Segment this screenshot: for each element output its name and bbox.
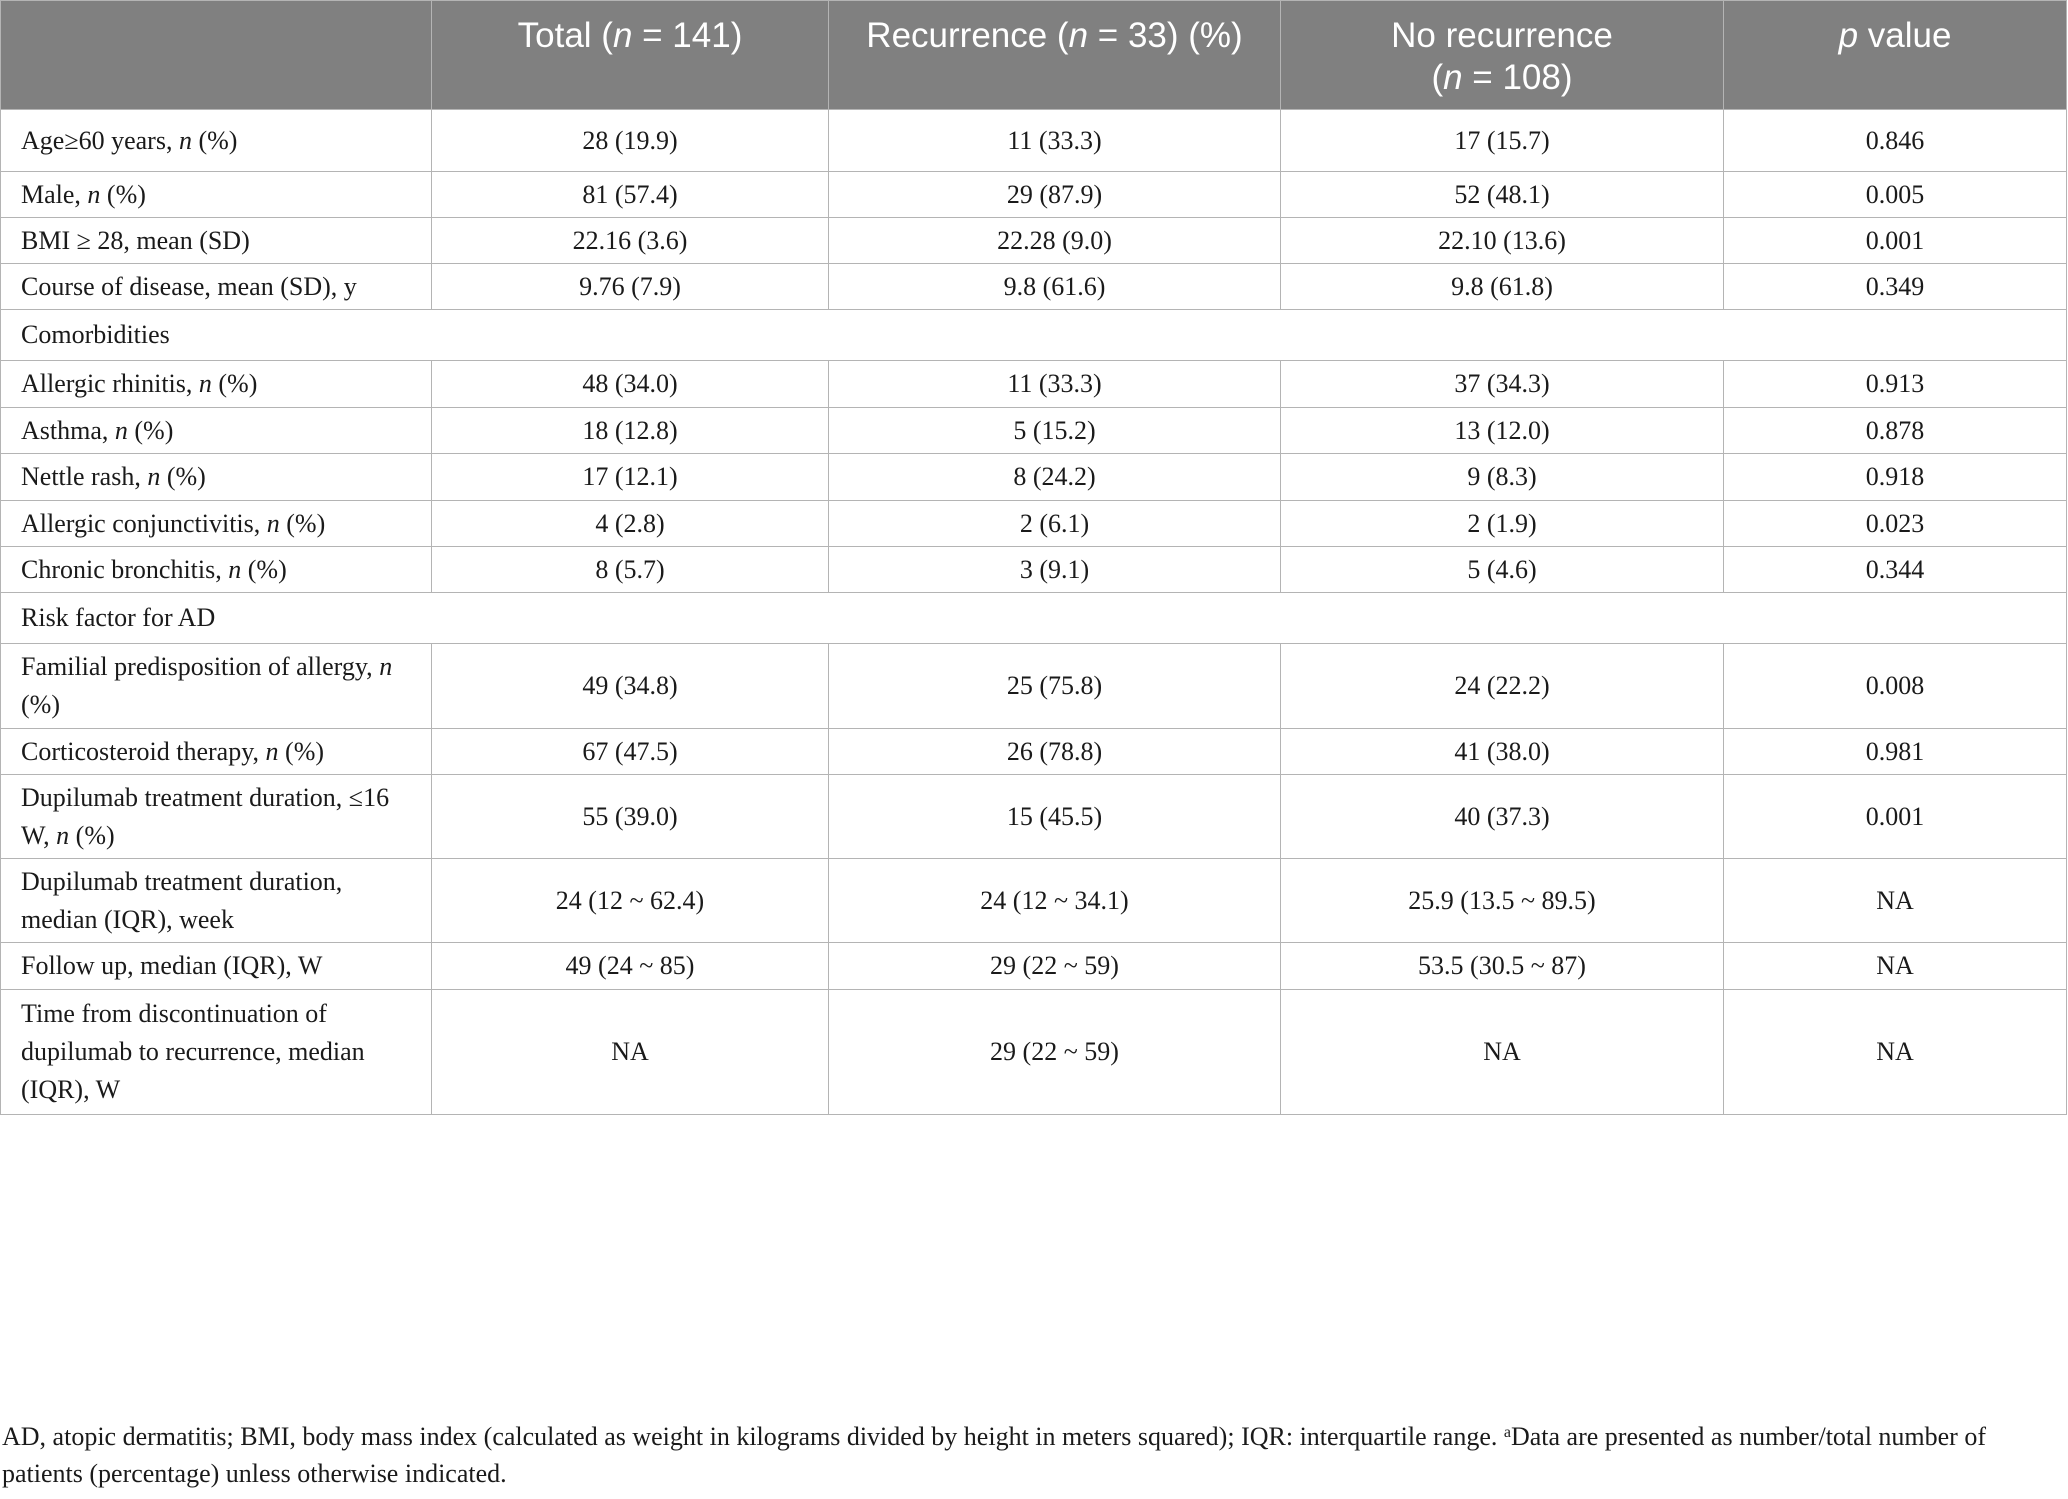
cell-no-recurrence: 41 (38.0) xyxy=(1281,729,1724,775)
cell-total: 67 (47.5) xyxy=(432,729,829,775)
cell-total: 9.76 (7.9) xyxy=(432,264,829,310)
cell-no-recurrence: 40 (37.3) xyxy=(1281,775,1724,859)
cell-total: 4 (2.8) xyxy=(432,501,829,547)
cell-no-recurrence: 2 (1.9) xyxy=(1281,501,1724,547)
cell-no-recurrence: 25.9 (13.5 ~ 89.5) xyxy=(1281,859,1724,943)
table-row xyxy=(1,775,2067,859)
table-row xyxy=(1,859,2067,943)
cell-p-value: 0.005 xyxy=(1724,172,2067,218)
table-row xyxy=(1,264,2067,310)
cell-total: 24 (12 ~ 62.4) xyxy=(432,859,829,943)
header-row xyxy=(1,1,2067,110)
cell-p-value: 0.008 xyxy=(1724,644,2067,729)
cell-no-recurrence: NA xyxy=(1281,990,1724,1115)
cell-total: 49 (34.8) xyxy=(432,644,829,729)
section-label: Comorbidities xyxy=(1,310,2067,361)
table-row xyxy=(1,729,2067,775)
table-footnote xyxy=(2,1418,2062,1492)
cell-recurrence: 3 (9.1) xyxy=(829,547,1281,593)
table-row xyxy=(1,547,2067,593)
row-label: Male, n (%) xyxy=(1,172,432,218)
cell-p-value: 0.023 xyxy=(1724,501,2067,547)
cell-no-recurrence: 24 (22.2) xyxy=(1281,644,1724,729)
row-label: Course of disease, mean (SD), y xyxy=(1,264,432,310)
cell-recurrence: 22.28 (9.0) xyxy=(829,218,1281,264)
header-p-value-text: p value xyxy=(1838,16,1952,55)
section-row xyxy=(1,593,2067,644)
cell-p-value: 0.001 xyxy=(1724,218,2067,264)
table-row xyxy=(1,644,2067,729)
cell-p-value: 0.913 xyxy=(1724,361,2067,408)
cell-total: 28 (19.9) xyxy=(432,110,829,172)
cell-total: 8 (5.7) xyxy=(432,547,829,593)
cell-total: 55 (39.0) xyxy=(432,775,829,859)
table-row xyxy=(1,218,2067,264)
cell-no-recurrence: 22.10 (13.6) xyxy=(1281,218,1724,264)
table-row xyxy=(1,454,2067,501)
cell-recurrence: 25 (75.8) xyxy=(829,644,1281,729)
row-label: BMI ≥ 28, mean (SD) xyxy=(1,218,432,264)
header-recurrence-text: Recurrence (n = 33) (%) xyxy=(866,16,1243,55)
cell-no-recurrence: 5 (4.6) xyxy=(1281,547,1724,593)
cell-recurrence: 26 (78.8) xyxy=(829,729,1281,775)
table-row xyxy=(1,361,2067,408)
cell-recurrence: 29 (87.9) xyxy=(829,172,1281,218)
cell-recurrence: 29 (22 ~ 59) xyxy=(829,990,1281,1115)
footnote-text-before: AD, atopic dermatitis; BMI, body mass index (calculated as weight in kilograms divided by height in meters squared); IQR: interquartile range. xyxy=(2,1422,1504,1451)
cell-recurrence: 2 (6.1) xyxy=(829,501,1281,547)
row-label: Follow up, median (IQR), W xyxy=(1,943,432,990)
cell-no-recurrence: 9.8 (61.8) xyxy=(1281,264,1724,310)
cell-recurrence: 15 (45.5) xyxy=(829,775,1281,859)
table-body xyxy=(1,110,2067,1115)
table-row xyxy=(1,501,2067,547)
cell-p-value: 0.349 xyxy=(1724,264,2067,310)
header-total-text: Total (n = 141) xyxy=(517,16,743,55)
row-label: Nettle rash, n (%) xyxy=(1,454,432,501)
cell-p-value: NA xyxy=(1724,943,2067,990)
row-label: Allergic rhinitis, n (%) xyxy=(1,361,432,408)
cell-recurrence: 24 (12 ~ 34.1) xyxy=(829,859,1281,943)
table-row xyxy=(1,943,2067,990)
header-total xyxy=(432,1,829,110)
cell-no-recurrence: 13 (12.0) xyxy=(1281,408,1724,454)
header-no-recurrence xyxy=(1281,1,1724,110)
cell-total: NA xyxy=(432,990,829,1115)
cell-p-value: NA xyxy=(1724,859,2067,943)
row-label: Familial predisposition of allergy, n (%) xyxy=(1,644,432,729)
cell-total: 81 (57.4) xyxy=(432,172,829,218)
cell-p-value: 0.918 xyxy=(1724,454,2067,501)
cell-recurrence: 5 (15.2) xyxy=(829,408,1281,454)
cell-total: 17 (12.1) xyxy=(432,454,829,501)
footnote-text-after: Data are presented as number/total number of patients (percentage) unless otherwise indicated. xyxy=(2,1422,1987,1488)
table-row xyxy=(1,990,2067,1115)
cell-recurrence: 9.8 (61.6) xyxy=(829,264,1281,310)
cell-p-value: 0.344 xyxy=(1724,547,2067,593)
cell-p-value: NA xyxy=(1724,990,2067,1115)
cell-no-recurrence: 17 (15.7) xyxy=(1281,110,1724,172)
section-label: Risk factor for AD xyxy=(1,593,2067,644)
cell-recurrence: 8 (24.2) xyxy=(829,454,1281,501)
cell-p-value: 0.846 xyxy=(1724,110,2067,172)
cell-total: 18 (12.8) xyxy=(432,408,829,454)
header-empty xyxy=(1,1,432,110)
table-row xyxy=(1,110,2067,172)
header-recurrence xyxy=(829,1,1281,110)
table-row xyxy=(1,172,2067,218)
row-label: Dupilumab treatment duration, ≤16 W, n (%) xyxy=(1,775,432,859)
section-row xyxy=(1,310,2067,361)
cell-p-value: 0.981 xyxy=(1724,729,2067,775)
row-label: Age≥60 years, n (%) xyxy=(1,110,432,172)
cell-no-recurrence: 52 (48.1) xyxy=(1281,172,1724,218)
cell-p-value: 0.001 xyxy=(1724,775,2067,859)
cell-p-value: 0.878 xyxy=(1724,408,2067,454)
row-label: Dupilumab treatment duration, median (IQR), week xyxy=(1,859,432,943)
footnote-marker: a xyxy=(1503,1424,1511,1441)
cell-recurrence: 29 (22 ~ 59) xyxy=(829,943,1281,990)
row-label: Chronic bronchitis, n (%) xyxy=(1,547,432,593)
row-label: Corticosteroid therapy, n (%) xyxy=(1,729,432,775)
row-label: Time from discontinuation of dupilumab to recurrence, median (IQR), W xyxy=(1,990,432,1115)
cell-total: 49 (24 ~ 85) xyxy=(432,943,829,990)
row-label: Allergic conjunctivitis, n (%) xyxy=(1,501,432,547)
cell-no-recurrence: 9 (8.3) xyxy=(1281,454,1724,501)
table-row xyxy=(1,408,2067,454)
cell-total: 48 (34.0) xyxy=(432,361,829,408)
cell-total: 22.16 (3.6) xyxy=(432,218,829,264)
cell-no-recurrence: 53.5 (30.5 ~ 87) xyxy=(1281,943,1724,990)
header-no-recurrence-text: No recurrence (n = 108) xyxy=(1391,16,1613,97)
cell-recurrence: 11 (33.3) xyxy=(829,361,1281,408)
cell-recurrence: 11 (33.3) xyxy=(829,110,1281,172)
cell-no-recurrence: 37 (34.3) xyxy=(1281,361,1724,408)
header-p-value xyxy=(1724,1,2067,110)
row-label: Asthma, n (%) xyxy=(1,408,432,454)
